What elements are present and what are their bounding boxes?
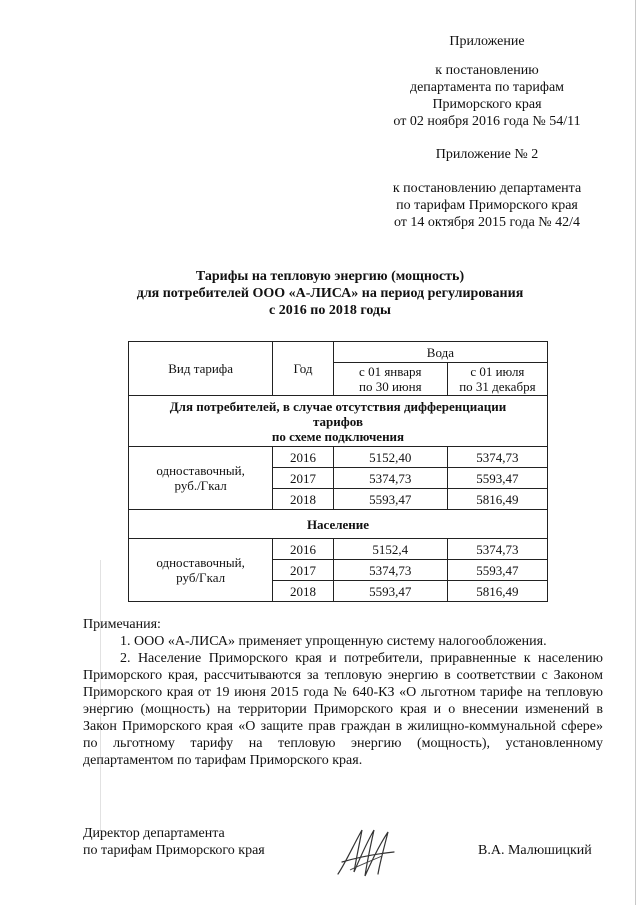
scan-edge-line [635,0,636,905]
value-cell: 5593,47 [333,489,447,510]
signatory-name: В.А. Малюшицкий [478,843,592,858]
column-header-year: Год [273,342,334,396]
year-cell: 2017 [273,468,334,489]
section-header-row [129,510,548,539]
annex-label: Приложение [449,34,525,49]
notes-heading: Примечания: [83,617,161,632]
annex-number-reference: к постановлению департамента по тарифам Приморского края от 14 октября 2015 года № 42/4 [392,181,582,230]
value-cell: 5152,4 [333,539,447,560]
value-cell: 5816,49 [447,581,547,602]
value-cell: 5374,73 [447,447,547,468]
table-row [129,539,548,560]
column-header-period-1: с 01 января по 30 июня [333,363,447,396]
year-cell: 2016 [273,539,334,560]
notes-section [83,616,603,769]
annex-reference: к постановлению департамента по тарифам Приморского края от 02 ноября 2016 года № 54/11 [393,63,581,129]
tariff-table [128,341,548,602]
column-header-period-2: с 01 июля по 31 декабря [447,363,547,396]
value-cell: 5152,40 [333,447,447,468]
handwritten-signature [332,822,402,882]
value-cell: 5593,47 [447,468,547,489]
value-cell: 5816,49 [447,489,547,510]
column-header-tariff-type: Вид тарифа [129,342,273,396]
year-cell: 2018 [273,489,334,510]
section-heading-consumers: Для потребителей, в случае отсутствия дифференциации тарифов по схеме подключения [129,396,548,447]
value-cell: 5374,73 [333,560,447,581]
signatory-position: Директор департамента по тарифам Приморского края [83,826,265,858]
column-header-water: Вода [333,342,547,363]
year-cell: 2017 [273,560,334,581]
note-item: 1. ООО «А-ЛИСА» применяет упрощенную систему налогообложения. [120,634,547,649]
note-item: 2. Население Приморского края и потребители, приравненные к населению Приморского края, рассчитываются за тепловую энергию в соответствии с Законом Приморского края от 19 июня 2015 года № 640-КЗ «О льготном тарифе на тепловую энергию (мощность) на территории Приморского края и о внесении изменений в Закон Приморского края «О защите прав граждан в жилищно-коммунальной сфере» по льготному тарифу на тепловую энергию (мощность), установленному департаментом по тарифам Приморского края. [83,651,603,768]
value-cell: 5593,47 [333,581,447,602]
year-cell: 2018 [273,581,334,602]
annex-number-label: Приложение № 2 [435,147,539,162]
value-cell: 5374,73 [447,539,547,560]
year-cell: 2016 [273,447,334,468]
section-heading-population: Население [129,510,548,539]
tariff-type-cell: одноставочный, руб./Гкал [129,447,273,510]
table-row [129,447,548,468]
document-title: Тарифы на тепловую энергию (мощность) для потребителей ООО «А-ЛИСА» на период регулирования с 2016 по 2018 годы [136,269,524,318]
tariff-type-cell: одноставочный, руб/Гкал [129,539,273,602]
table-header-row [129,342,548,363]
value-cell: 5593,47 [447,560,547,581]
value-cell: 5374,73 [333,468,447,489]
section-header-row [129,396,548,447]
